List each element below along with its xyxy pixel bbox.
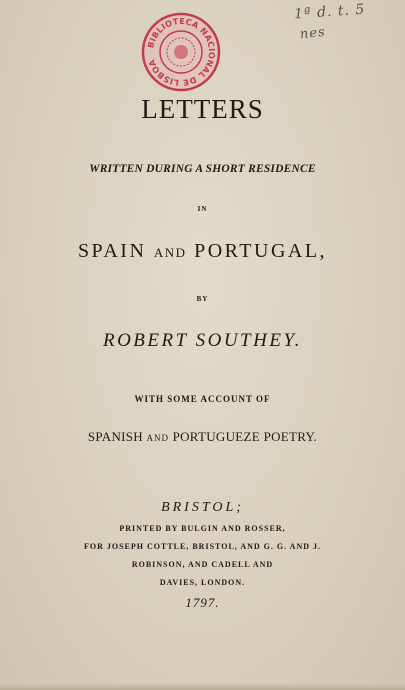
imprint-city: BRISTOL; [161,500,244,515]
imprint-line-3: ROBINSON, AND CADELL AND [131,560,274,569]
places-and: AND [153,245,187,260]
book-subtitle: WRITTEN DURING A SHORT RESIDENCE [89,163,316,175]
author-name: ROBERT SOUTHEY. [102,330,303,351]
page-edge [0,684,405,690]
imprint-line-4: DAVIES, LONDON. [159,578,246,587]
places-part-2: PORTUGAL, [186,240,328,262]
handwritten-line-1: 1ª d. t. 5 [293,1,366,23]
stamp-text: BIBLIOTECA NACIONAL DE LISBOA [145,15,218,89]
connector-by: BY [196,295,209,303]
poetry-line [0,429,405,445]
poetry-part-2: PORTUGUEZE POETRY. [169,429,318,444]
imprint-year: 1797. [185,595,220,610]
imprint-line-2: FOR JOSEPH COTTLE, BRISTOL, AND G. G. AND J. [84,542,321,551]
poetry-and: AND [146,433,170,443]
handwritten-shelfmark [282,2,402,57]
poetry-part-1: SPANISH [87,429,147,444]
with-account-line: WITH SOME ACCOUNT OF [134,394,271,404]
imprint-line-1: PRINTED BY BULGIN AND ROSSER, [119,524,286,533]
library-stamp-icon [141,12,221,92]
connector-in: IN [197,205,208,213]
book-title: LETTERS [141,94,264,124]
places-line [0,240,405,263]
handwritten-line-2: nes [299,24,327,43]
places-part-1: SPAIN [77,240,154,262]
